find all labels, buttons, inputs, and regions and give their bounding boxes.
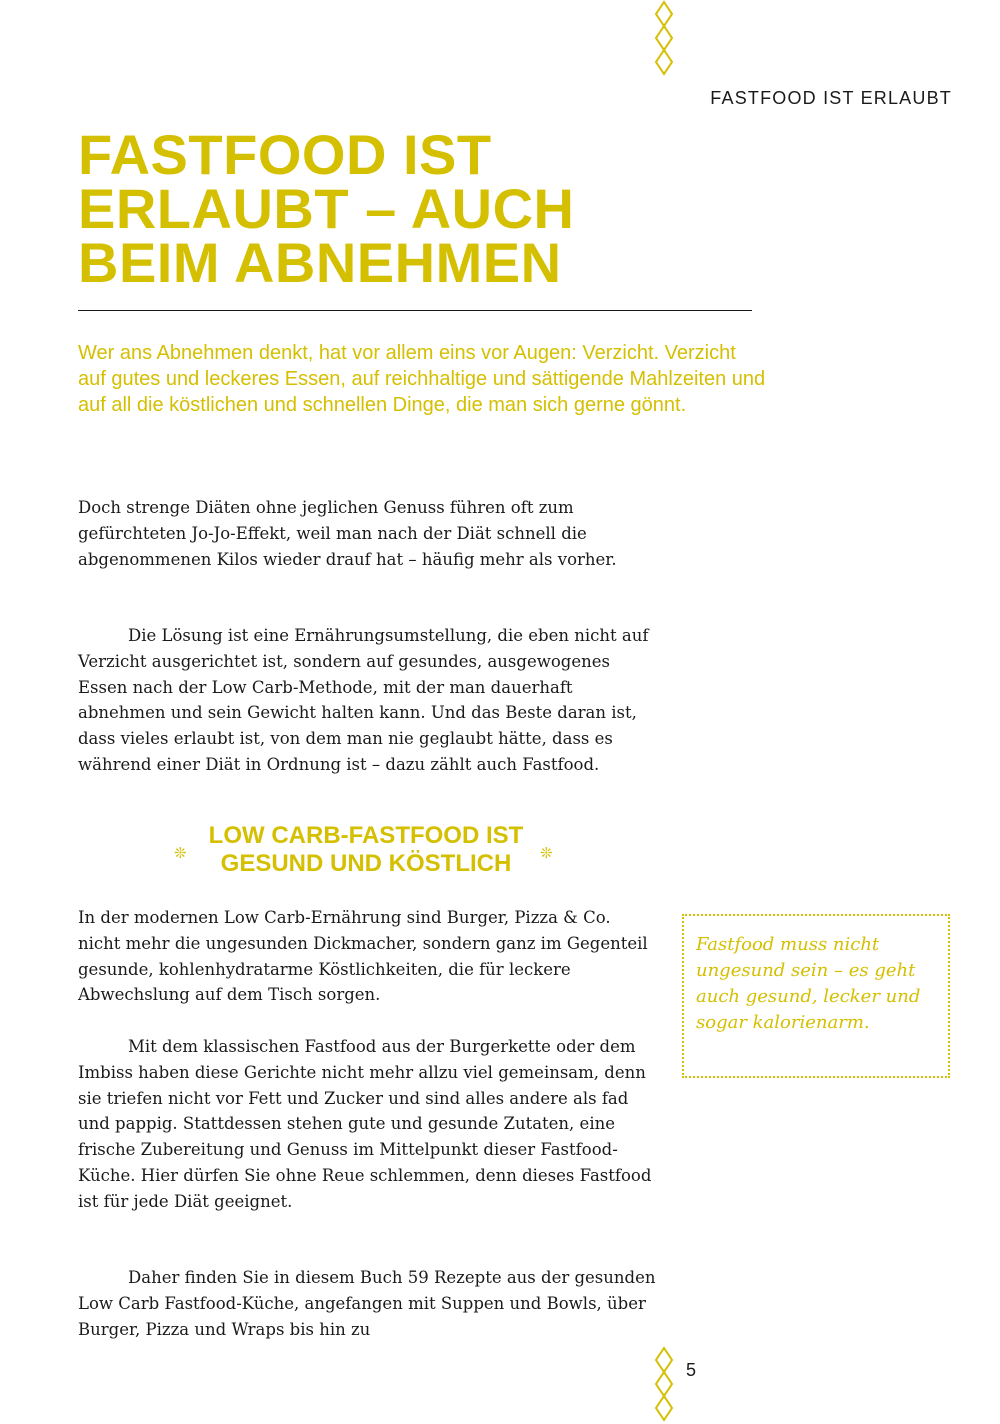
diamond-chain-icon <box>652 1344 676 1424</box>
page-title-line: FASTFOOD IST <box>78 123 492 186</box>
diamond-chain-icon <box>652 0 676 80</box>
running-header: FASTFOOD IST ERLAUBT <box>710 88 952 108</box>
page-number: 5 <box>686 1360 697 1380</box>
body-paragraph: Mit dem klassischen Fastfood aus der Burgerkette oder dem Imbiss haben diese Gerichte nicht mehr allzu viel gemeinsam, denn sie triefen nicht vor Fett und Zucker und sind alles andere als fad und pappig. Stattdessen stehen gute und gesunde Zutaten, eine frische Zubereitung und Genuss im Mittelpunkt dieser Fastfood-Küche. Hier dürfen Sie ohne Reue schlemmen, denn dieses Fastfood ist für jede Diät geeignet. <box>78 1037 652 1211</box>
page-title-line: ERLAUBT – AUCH <box>78 177 575 240</box>
section-heading-line: LOW CARB-FASTFOOD IST <box>208 822 524 849</box>
page-title <box>78 123 758 294</box>
page-title-line: BEIM ABNEHMEN <box>78 231 562 294</box>
body-paragraph: Doch strenge Diäten ohne jeglichen Genuss führen oft zum gefürchteten Jo-Jo-Effekt, weil man nach der Diät schnell die abgenommenen Kilos wieder drauf hat – häufig mehr als vorher. <box>78 498 617 569</box>
star-ornament-icon: ❊ <box>174 844 187 862</box>
body-paragraph: In der modernen Low Carb-Ernährung sind Burger, Pizza & Co. nicht mehr die ungesunden Dickmacher, sondern ganz im Gegenteil gesunde, kohlenhydratarme Köstlichkeiten, die für leckere Abwechslung auf dem Tisch sorgen. <box>78 908 648 1005</box>
star-ornament-icon: ❊ <box>540 844 553 862</box>
section-heading-line: GESUND UND KÖSTLICH <box>220 850 512 877</box>
body-paragraph: Daher finden Sie in diesem Buch 59 Rezepte aus der gesunden Low Carb Fastfood-Küche, angefangen mit Suppen und Bowls, über Burger, Pizza und Wraps bis hin zu <box>78 1268 656 1339</box>
intro-paragraph: Wer ans Abnehmen denkt, hat vor allem eins vor Augen: Verzicht. Verzicht auf gutes und leckeres Essen, auf reichhaltige und sättigende Mahlzeiten und auf all die köstlichen und schnellen Dinge, die man sich gerne gönnt. <box>78 342 766 416</box>
title-divider <box>78 310 752 311</box>
section-heading <box>170 822 562 878</box>
body-paragraph: Die Lösung ist eine Ernährungsumstellung, die eben nicht auf Verzicht ausgerichtet ist, sondern auf gesundes, ausgewogenes Essen nach der Low Carb-Methode, mit der man dauerhaft abnehmen und sein Gewicht halten kann. Und das Beste daran ist, dass vieles erlaubt ist, von dem man nie geglaubt hätte, dass es während einer Diät in Ordnung ist – dazu zählt auch Fastfood. <box>78 626 649 774</box>
callout-text: Fastfood muss nicht ungesund sein – es geht auch gesund, lecker und sogar kalorienarm. <box>696 934 921 1033</box>
callout-box <box>682 914 950 1078</box>
